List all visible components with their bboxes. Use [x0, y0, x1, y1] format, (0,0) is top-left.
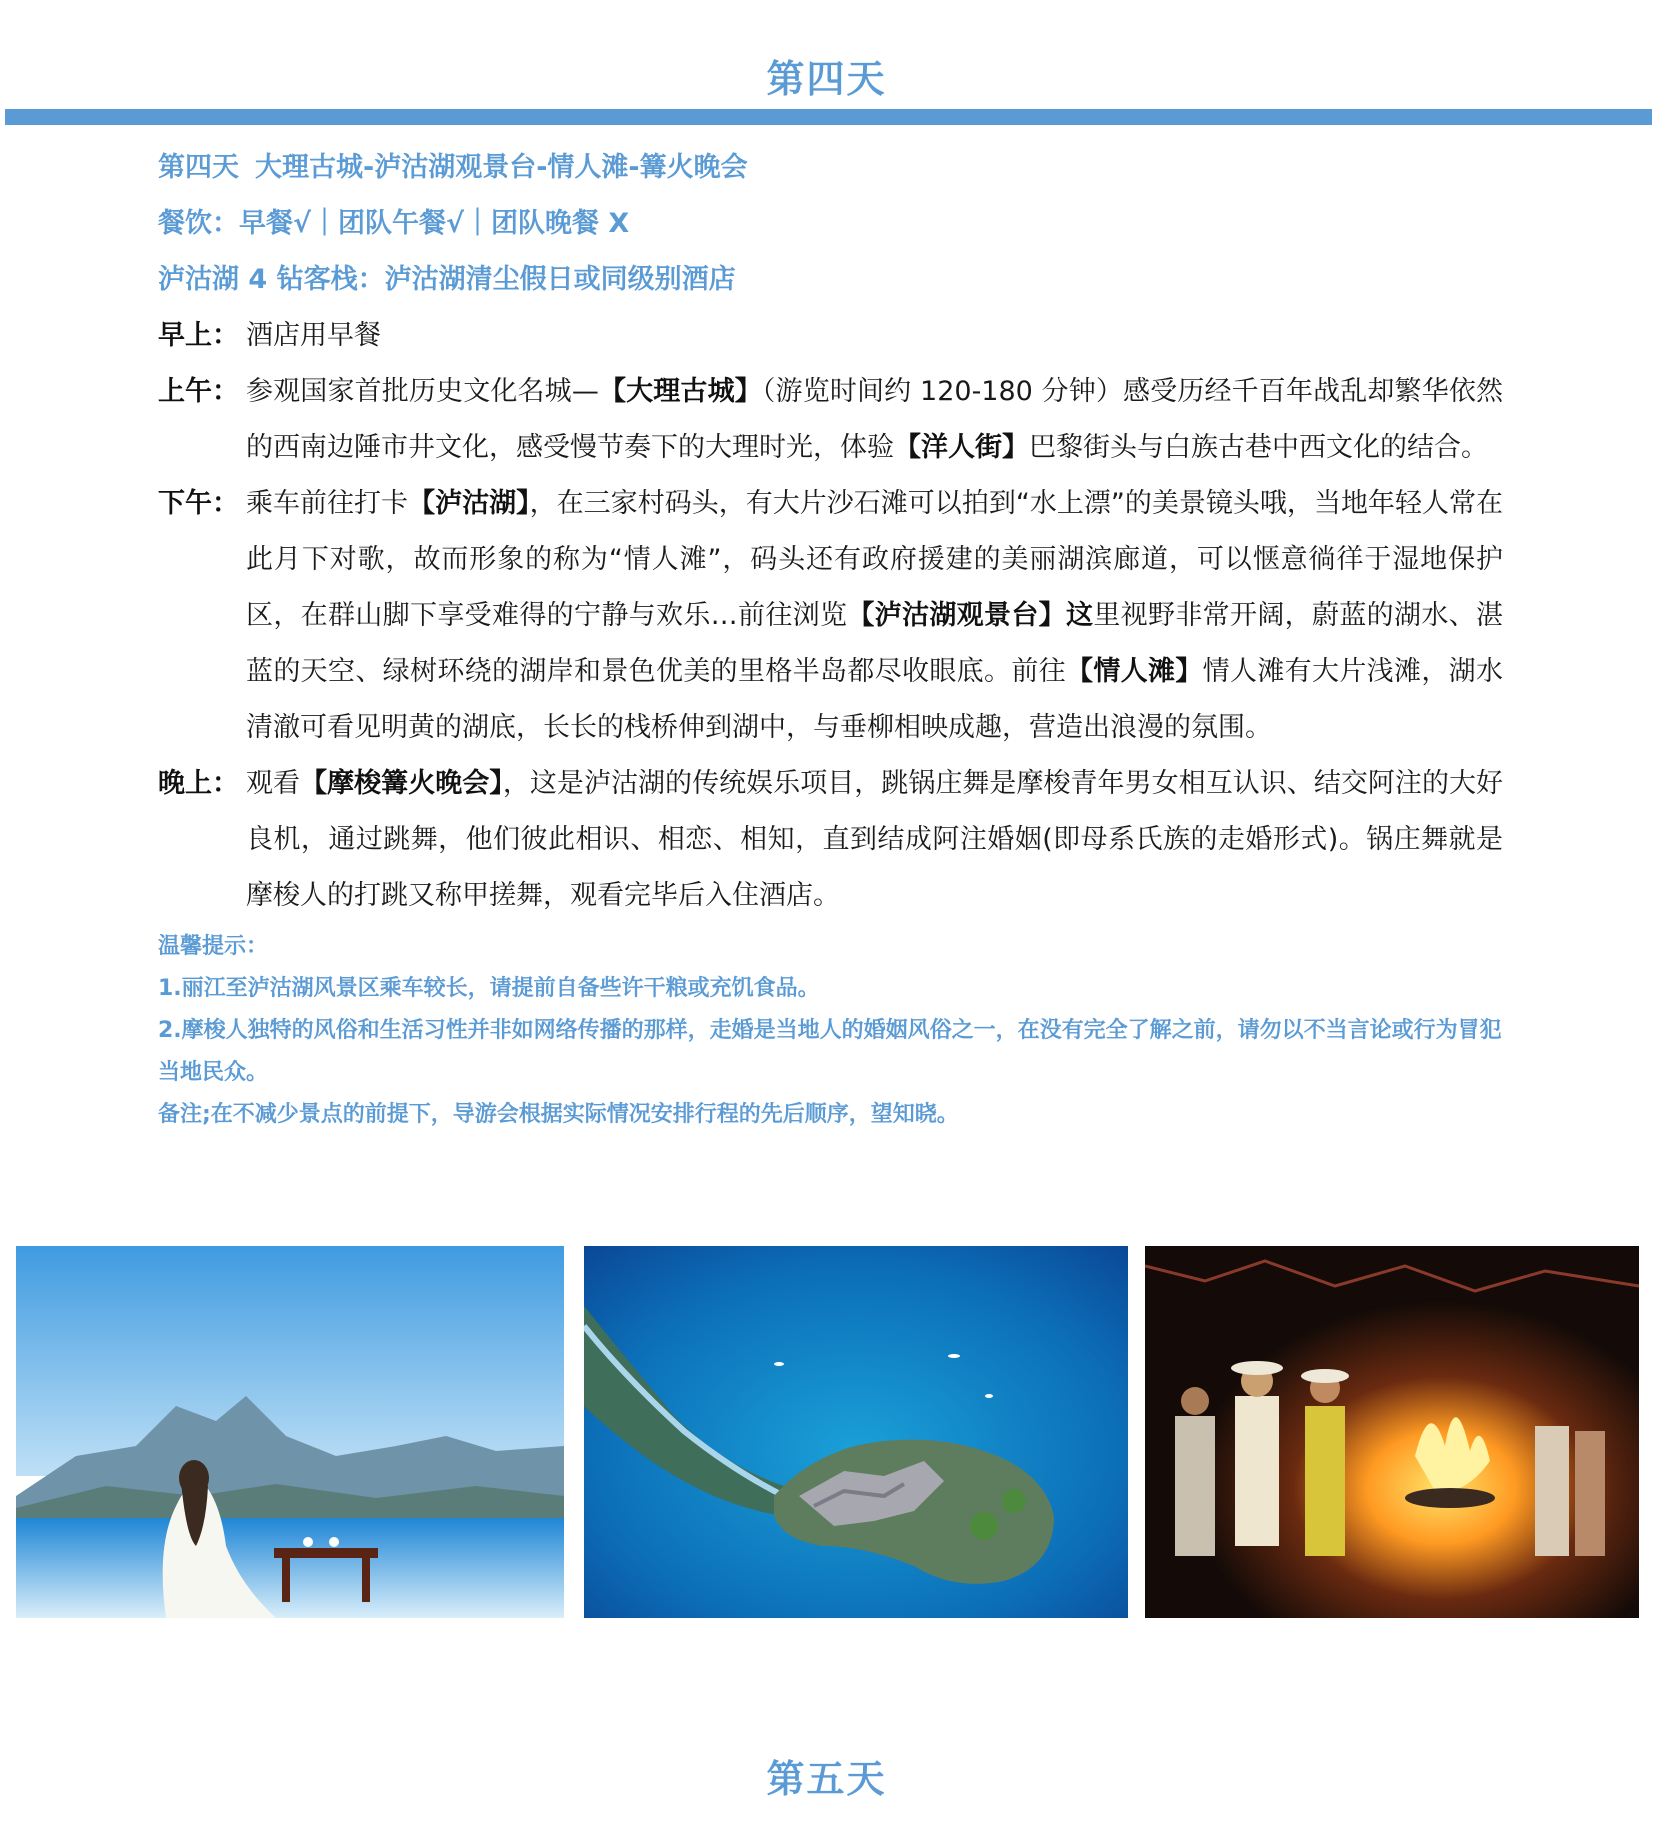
next-day-title: 第五天 — [766, 1757, 887, 1801]
tip-2: 2.摩梭人独特的风俗和生活习性并非如网络传播的那样，走婚是当地人的婚姻风俗之一，在没有完全了解之前，请勿以不当言论或行为冒犯当地民众。 — [158, 1018, 1502, 1085]
tip-note: 备注;在不减少景点的前提下，导游会根据实际情况安排行程的先后顺序，望知晓。 — [158, 1102, 959, 1127]
forenoon-text — [246, 364, 1503, 476]
evening-text-1: 观看 — [246, 768, 301, 799]
lugu-lake-highlight: 【泸沽湖】 — [408, 488, 530, 519]
bonfire-dance-photo — [1145, 1246, 1639, 1618]
evening-label: 晚上： — [158, 768, 239, 799]
day-label: 第四天 — [158, 152, 239, 183]
schedule-forenoon — [158, 364, 1503, 476]
forenoon-label: 上午： — [158, 376, 239, 407]
afternoon-text-1: 乘车前往打卡 — [246, 488, 409, 519]
schedule-afternoon — [158, 476, 1503, 756]
itinerary-route — [158, 140, 1503, 196]
dali-ancient-city-highlight: 【大理古城】 — [598, 376, 762, 407]
morning-text: 酒店用早餐 — [246, 320, 381, 351]
afternoon-text-4: 情人滩有大片浅滩，湖水清澈可看见明黄的湖底，长长的栈桥伸到湖中，与垂柳相映成趣，营造出浪漫的氛围。 — [246, 656, 1504, 743]
tips-section — [158, 926, 1503, 1136]
lake-woman-photo — [16, 1246, 564, 1618]
header-divider-bar — [5, 109, 1652, 125]
bonfire-party-highlight: 【摩梭篝火晚会】 — [300, 768, 503, 799]
schedule-morning — [158, 308, 1503, 364]
hotel-line: 泸沽湖 4 钻客栈：泸沽湖清尘假日或同级别酒店 — [158, 264, 736, 295]
afternoon-text — [246, 476, 1503, 756]
forenoon-text-1: 参观国家首批历史文化名城— — [246, 376, 599, 407]
afternoon-label: 下午： — [158, 488, 239, 519]
lugu-viewpoint-highlight: 【泸沽湖观景台】这 — [847, 600, 1094, 631]
lovers-beach-highlight: 【情人滩】 — [1066, 656, 1203, 687]
forenoon-text-3: 巴黎街头与白族古巷中西文化的结合。 — [1029, 432, 1488, 463]
tips-title: 温馨提示： — [158, 934, 269, 959]
foreigner-street-highlight: 【洋人街】 — [894, 432, 1029, 463]
day-title: 第四天 — [766, 57, 887, 101]
photo-strip — [0, 1246, 1653, 1618]
route-text: 大理古城-泸沽湖观景台-情人滩-篝火晚会 — [255, 152, 748, 183]
tip-1: 1.丽江至泸沽湖风景区乘车较长，请提前自备些许干粮或充饥食品。 — [158, 976, 820, 1001]
afternoon-text-3: 里视野非常开阔，蔚蓝的湖水、湛蓝的天空、绿树环绕的湖岸和景色优美的里格半岛都尽收眼底。前往 — [246, 600, 1504, 687]
forenoon-text-2: （游览时间约 120-180 分钟）感受历经千百年战乱却繁华依然的西南边陲市井文化，感受慢节奏下的大理时光，体验 — [246, 376, 1504, 463]
evening-text-2: ，这是泸沽湖的传统娱乐项目，跳锅庄舞是摩梭青年男女相互认识、结交阿注的大好良机，通过跳舞，他们彼此相识、相恋、相知，直到结成阿注婚姻(即母系氏族的走婚形式)。锅庄舞就是摩梭人的打跳又称甲搓舞，观看完毕后入住酒店。 — [246, 768, 1504, 911]
evening-text — [246, 756, 1503, 924]
afternoon-text-2: ，在三家村码头，有大片沙石滩可以拍到“水上漂”的美景镜头哦，当地年轻人常在此月下对歌，故而形象的称为“情人滩”，码头还有政府援建的美丽湖滨廊道，可以惬意徜徉于湿地保护区，在群山脚下享受难得的宁静与欢乐…前往浏览 — [246, 488, 1504, 631]
schedule-evening — [158, 756, 1503, 924]
meals-line: 餐饮：早餐√｜团队午餐√｜团队晚餐 X — [158, 208, 630, 239]
itinerary-content — [158, 140, 1503, 1136]
peninsula-aerial-photo — [584, 1246, 1128, 1618]
morning-label: 早上： — [158, 320, 239, 351]
